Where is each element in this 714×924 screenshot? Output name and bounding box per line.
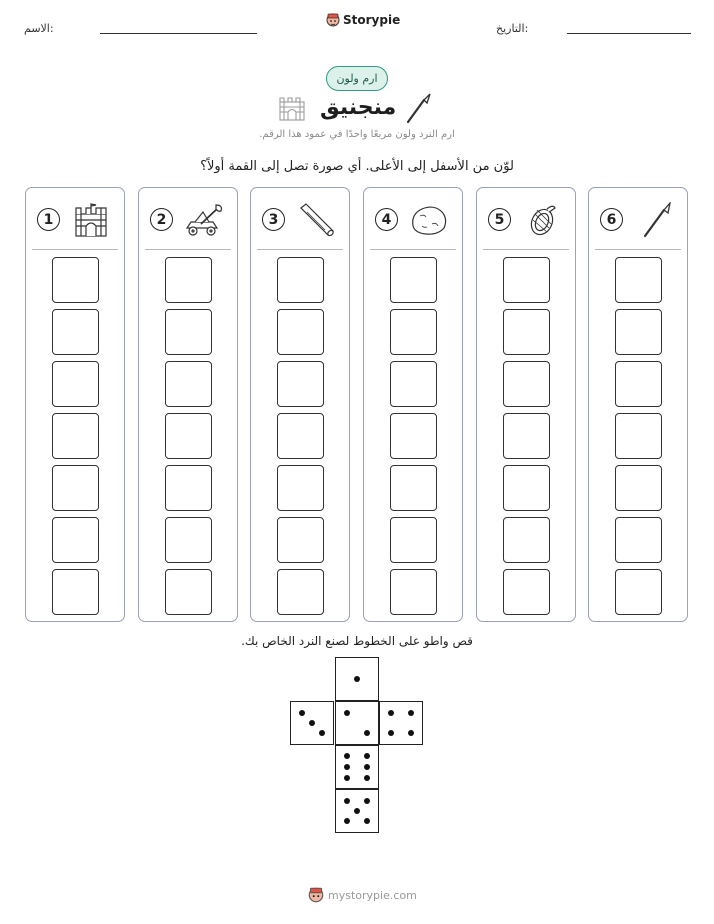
- color-square[interactable]: [615, 465, 662, 511]
- rope-coil-icon: [521, 202, 563, 238]
- column-6: [588, 187, 688, 622]
- color-square[interactable]: [503, 465, 550, 511]
- die-pip: [344, 753, 350, 759]
- column-number: 3: [262, 208, 285, 231]
- subtitle: ارم النرد ولون مربعًا واحدًا في عمود هذا الرقم.: [259, 129, 455, 140]
- color-square[interactable]: [615, 361, 662, 407]
- wooden-beam-icon: [295, 202, 337, 238]
- die-pip: [299, 710, 305, 716]
- die-pip: [344, 818, 350, 824]
- die-pip: [354, 808, 360, 814]
- color-square[interactable]: [390, 361, 437, 407]
- die-pip: [408, 710, 414, 716]
- color-square[interactable]: [165, 361, 212, 407]
- color-square[interactable]: [615, 257, 662, 303]
- color-square[interactable]: [503, 517, 550, 563]
- boulder-icon: [408, 202, 450, 238]
- die-pip: [388, 710, 394, 716]
- color-square[interactable]: [390, 465, 437, 511]
- name-line: [100, 33, 257, 34]
- color-square[interactable]: [615, 413, 662, 459]
- color-square[interactable]: [277, 361, 324, 407]
- catapult-icon: [183, 202, 225, 238]
- castle-icon: [70, 202, 112, 238]
- color-square[interactable]: [165, 517, 212, 563]
- column-3: [250, 187, 350, 622]
- color-square[interactable]: [52, 517, 99, 563]
- column-divider: [257, 249, 343, 250]
- column-2: [138, 187, 238, 622]
- color-square[interactable]: [165, 309, 212, 355]
- die-pip: [388, 730, 394, 736]
- color-square[interactable]: [52, 569, 99, 615]
- die-pip: [354, 676, 360, 682]
- mascot-icon: [308, 886, 324, 904]
- column-divider: [370, 249, 456, 250]
- column-divider: [595, 249, 681, 250]
- die-pip: [364, 764, 370, 770]
- color-square[interactable]: [390, 257, 437, 303]
- die-pip: [364, 775, 370, 781]
- color-square[interactable]: [277, 413, 324, 459]
- color-square[interactable]: [503, 361, 550, 407]
- spear-icon: [633, 202, 675, 238]
- color-square[interactable]: [615, 569, 662, 615]
- die-face-6: [335, 745, 379, 789]
- color-square[interactable]: [390, 569, 437, 615]
- color-square[interactable]: [277, 465, 324, 511]
- roll-and-color-badge: ارم ولون: [326, 66, 388, 91]
- die-face-4: [379, 701, 423, 745]
- column-number: 4: [375, 208, 398, 231]
- color-square[interactable]: [165, 257, 212, 303]
- castle-icon: [277, 93, 307, 121]
- color-square[interactable]: [503, 257, 550, 303]
- name-label: الاسم:: [24, 22, 54, 35]
- die-face-1: [335, 657, 379, 701]
- color-square[interactable]: [165, 569, 212, 615]
- footer-site-link[interactable]: mystorypie.com: [328, 888, 417, 902]
- footer: [308, 886, 417, 904]
- color-square[interactable]: [277, 257, 324, 303]
- die-face-5: [335, 789, 379, 833]
- date-label: التاريخ:: [496, 22, 529, 35]
- die-pip: [364, 818, 370, 824]
- column-number: 6: [600, 208, 623, 231]
- die-pip: [319, 730, 325, 736]
- color-square[interactable]: [503, 569, 550, 615]
- color-square[interactable]: [52, 309, 99, 355]
- die-pip: [344, 775, 350, 781]
- brand-name: Storypie: [343, 13, 401, 27]
- color-square[interactable]: [165, 465, 212, 511]
- instruction: لوّن من الأسفل إلى الأعلى. أي صورة تصل إلى القمة أولاً؟: [200, 159, 514, 174]
- color-square[interactable]: [52, 257, 99, 303]
- column-number: 5: [488, 208, 511, 231]
- die-pip: [408, 730, 414, 736]
- die-pip: [344, 710, 350, 716]
- column-number: 1: [37, 208, 60, 231]
- page-title: منجنيق: [320, 95, 397, 120]
- die-pip: [344, 798, 350, 804]
- die-pip: [364, 730, 370, 736]
- die-face-3: [290, 701, 334, 745]
- color-square[interactable]: [503, 413, 550, 459]
- color-square[interactable]: [615, 517, 662, 563]
- color-square[interactable]: [390, 413, 437, 459]
- color-square[interactable]: [503, 309, 550, 355]
- color-square[interactable]: [615, 309, 662, 355]
- color-square[interactable]: [277, 309, 324, 355]
- die-pip: [364, 798, 370, 804]
- die-face-2: [335, 701, 379, 745]
- color-square[interactable]: [165, 413, 212, 459]
- die-pip: [364, 753, 370, 759]
- color-square[interactable]: [52, 361, 99, 407]
- brand-logo: [326, 12, 400, 28]
- color-square[interactable]: [277, 569, 324, 615]
- date-line: [567, 33, 691, 34]
- color-square[interactable]: [52, 465, 99, 511]
- spear-icon: [404, 92, 432, 124]
- die-pip: [309, 720, 315, 726]
- dice-instruction: قص واطو على الخطوط لصنع النرد الخاص بك.: [241, 634, 473, 648]
- color-square[interactable]: [390, 517, 437, 563]
- column-divider: [145, 249, 231, 250]
- color-square[interactable]: [52, 413, 99, 459]
- color-square[interactable]: [277, 517, 324, 563]
- column-divider: [483, 249, 569, 250]
- die-pip: [344, 764, 350, 770]
- column-divider: [32, 249, 118, 250]
- column-4: [363, 187, 463, 622]
- column-5: [476, 187, 576, 622]
- color-square[interactable]: [390, 309, 437, 355]
- column-number: 2: [150, 208, 173, 231]
- mascot-icon: [326, 12, 340, 28]
- column-1: [25, 187, 125, 622]
